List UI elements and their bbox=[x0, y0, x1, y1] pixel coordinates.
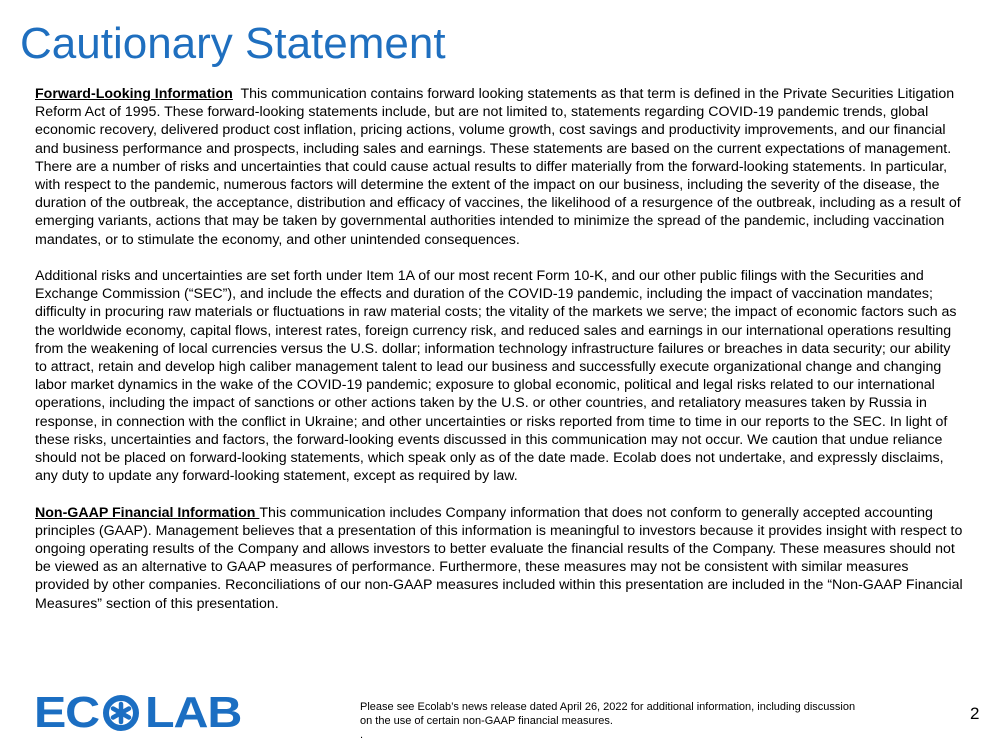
logo-text-right: LAB bbox=[145, 688, 242, 737]
page-title: Cautionary Statement bbox=[20, 19, 446, 68]
logo-text-left: EC bbox=[34, 688, 100, 737]
footnote-line-1: Please see Ecolab’s news release dated April 26, 2022 for additional information, including discussion bbox=[360, 701, 856, 713]
ecolab-star-o-icon bbox=[101, 693, 141, 733]
ecolab-logo bbox=[34, 688, 242, 737]
footnote-line-3: . bbox=[360, 729, 364, 741]
non-gaap-paragraph bbox=[35, 504, 965, 613]
additional-risks-paragraph bbox=[35, 267, 965, 485]
forward-looking-heading: Forward-Looking Information bbox=[35, 86, 233, 102]
footnote bbox=[360, 700, 930, 742]
additional-risks-text: Additional risks and uncertainties are set forth under Item 1A of our most recent Form 10-K, and our other public filings with the Securities and Exchange Commission (“SEC”), and include the effects and duration of the COVID-19 pandemic, including the impact of vaccination mandates; difficulty in procuring raw materials or fluctuations in raw material costs; the vitality of the markets we serve; the impact of economic factors such as the worldwide economy, capital flows, interest rates, foreign currency risk, and reduced sales and earnings in our international operations resulting from the weakening of local currencies versus the U.S. dollar; information technology infrastructure failures or breaches in data security; our ability to attract, retain and develop high caliber management talent to lead our business and successfully execute organizational change and changing labor market dynamics in the wake of the COVID-19 pandemic; exposure to global economic, political and legal risks related to our international operations, including the impact of sanctions or other actions taken by the U.S. or other countries, and retaliatory measures taken by Russia in response, in connection with the conflict in Ukraine; and other uncertainties or risks reported from time to time in our reports to the SEC. In light of these risks, uncertainties and factors, the forward-looking events discussed in this communication may not occur. We caution that undue reliance should not be placed on forward-looking statements, which speak only as of the date made. Ecolab does not undertake, and expressly disclaims, any duty to update any forward-looking statement, except as required by law. bbox=[35, 268, 957, 485]
footnote-line-2: on the use of certain non-GAAP financial measures. bbox=[360, 715, 613, 727]
non-gaap-heading: Non-GAAP Financial Information bbox=[35, 504, 260, 521]
page-number: 2 bbox=[970, 704, 980, 723]
forward-looking-paragraph bbox=[35, 85, 965, 249]
cautionary-text bbox=[35, 85, 965, 631]
non-gaap-text: This communication includes Company information that does not conform to generally accepted accounting principles (GAAP). Management believes that a presentation of this information is meaningful to investors because it provides insight with respect to ongoing operating results of the Company and allows investors to better evaluate the financial results of the Company. These measures should not be viewed as an alternative to GAAP measures of performance. Furthermore, these measures may not be consistent with similar measures provided by other companies. Reconciliations of our non-GAAP measures included within this presentation are included in the “Non-GAAP Financial Measures” section of this presentation. bbox=[35, 504, 963, 612]
forward-looking-text: This communication contains forward looking statements as that term is defined in the Private Securities Litigation Reform Act of 1995. These forward-looking statements include, but are not limited to, statements regarding COVID-19 pandemic trends, global economic recovery, delivered product cost inflation, pricing actions, volume growth, cost savings and productivity improvements, and our financial and business performance and prospects, including sales and earnings. These statements are based on the current expectations of management. There are a number of risks and uncertainties that could cause actual results to differ materially from the forward-looking statements. In particular, with respect to the pandemic, numerous factors will determine the extent of the impact on our business, including the severity of the disease, the duration of the outbreak, the acceptance, distribution and efficacy of vaccines, the likelihood of a resurgence of the outbreak, including as a result of emerging variants, actions that may be taken by governmental authorities intended to minimize the spread of the pandemic, including vaccination mandates, or to stimulate the economy, and other unintended consequences. bbox=[35, 86, 965, 248]
